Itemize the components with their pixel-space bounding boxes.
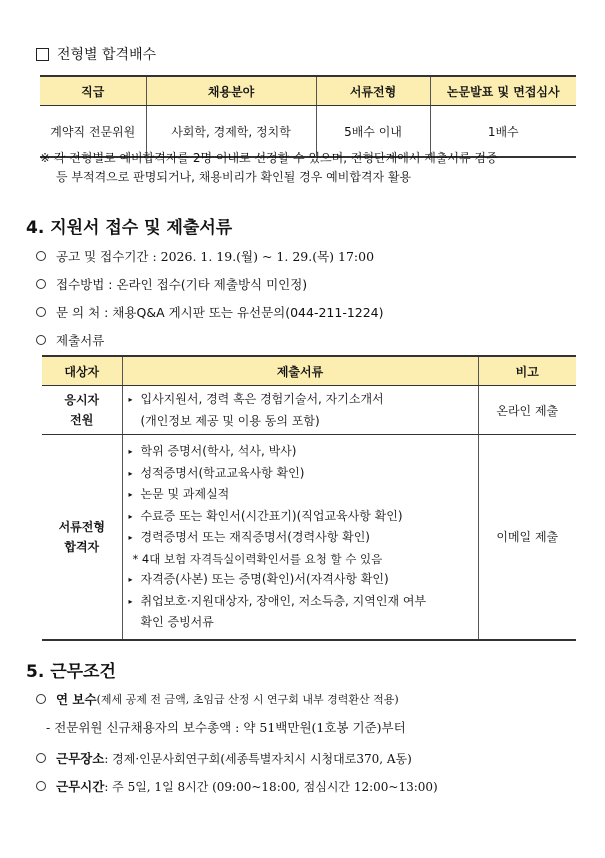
salary-label: 연 보수 xyxy=(56,692,97,707)
note-line: ※ 각 전형별로 예비합격자를 2명 이내로 선정할 수 있으며, 전형단계에서 제출서류 검증 xyxy=(40,151,498,165)
reserve-candidate-note xyxy=(40,149,580,187)
document-item xyxy=(129,569,472,591)
cell-document-screening: 5배수 이내 xyxy=(316,106,430,158)
cell-remark: 온라인 제출 xyxy=(478,386,576,435)
list-item xyxy=(36,275,307,293)
contact-info: 문 의 처 : 채용Q&A 게시판 또는 유선문의(044-211-1224) xyxy=(56,305,384,320)
document-text: 수료증 또는 확인서(시간표기)(직업교육사항 확인) xyxy=(140,508,403,523)
pass-multiple-table xyxy=(40,75,576,158)
insurance-note: * 4대 보험 자격득실이력확인서를 요청 할 수 있음 xyxy=(132,551,383,566)
note-line: 등 부적격으로 판명되거나, 채용비리가 확인될 경우 예비합격자 활용 xyxy=(56,170,412,184)
triangle-bullet-icon: ▸ xyxy=(128,395,133,404)
triangle-bullet-icon: ▸ xyxy=(128,596,133,606)
header-grade: 직급 xyxy=(40,76,146,106)
cell-documents xyxy=(122,386,478,435)
document-item xyxy=(129,506,472,528)
salary-detail: (제세 공제 전 금액, 초임급 산정 시 연구회 내부 경력환산 적용) xyxy=(96,693,399,706)
table-header-row xyxy=(40,76,576,106)
triangle-bullet-icon: ▸ xyxy=(128,533,133,542)
triangle-bullet-icon: ▸ xyxy=(128,575,133,584)
list-item xyxy=(36,749,412,767)
document-text: 확인 증빙서류 xyxy=(140,615,214,629)
cell-interview: 1배수 xyxy=(430,106,576,158)
document-item xyxy=(129,527,472,549)
cell-remark: 이메일 제출 xyxy=(478,435,576,640)
section-5-heading: 5. 근무조건 xyxy=(26,662,116,682)
document-text: 취업보호·지원대상자, 장애인, 저소득층, 지역인재 여부 xyxy=(140,593,427,608)
header-target: 대상자 xyxy=(42,356,122,386)
target-line: 합격자 xyxy=(64,539,100,554)
circle-bullet-icon xyxy=(36,753,46,763)
circle-bullet-icon xyxy=(36,694,46,704)
section-title: 전형별 합격배수 xyxy=(57,47,157,63)
document-item xyxy=(129,441,472,463)
application-method: 접수방법 : 온라인 접수(기타 제출방식 미인정) xyxy=(56,277,308,292)
document-text: 논문 및 과제실적 xyxy=(140,487,230,501)
workplace-label: 근무장소 xyxy=(56,751,105,766)
cell-field: 사회학, 경제학, 정치학 xyxy=(146,106,316,158)
header-interview: 논문발표 및 면접심사 xyxy=(430,76,576,106)
work-hours-label: 근무시간 xyxy=(56,779,105,794)
document-item xyxy=(129,591,472,613)
circle-bullet-icon xyxy=(36,781,46,791)
target-line: 서류전형 xyxy=(58,519,105,534)
cell-documents xyxy=(122,435,478,640)
triangle-bullet-icon: ▸ xyxy=(128,447,133,456)
document-item xyxy=(129,389,472,411)
circle-bullet-icon xyxy=(36,279,46,289)
salary-amount: - 전문위원 신규채용자의 보수총액 : 약 51백만원(1호봉 기준)부터 xyxy=(46,720,406,735)
document-text: (개인정보 제공 및 이용 동의 포함) xyxy=(140,413,320,428)
document-text: 경력증명서 또는 재직증명서(경력사항 확인) xyxy=(140,530,370,544)
header-field: 채용분야 xyxy=(146,76,316,106)
document-item xyxy=(129,484,472,506)
table-header-row xyxy=(42,356,576,386)
work-hours-detail: : 주 5일, 1일 8시간 (09:00~18:00, 점심시간 12:00~13:00) xyxy=(104,779,438,794)
table-row xyxy=(42,386,576,435)
document-text: 자격증(사본) 또는 증명(확인)서(자격사항 확인) xyxy=(140,572,389,586)
list-item xyxy=(36,247,374,265)
header-remark: 비고 xyxy=(478,356,576,386)
document-text: 학위 증명서(학사, 석사, 박사) xyxy=(140,444,297,458)
list-item xyxy=(36,303,384,321)
square-bullet-icon xyxy=(36,48,49,61)
cell-target xyxy=(42,435,122,640)
list-item xyxy=(36,331,104,349)
target-line: 응시자 xyxy=(64,393,100,407)
document-text: 성적증명서(학교교육사항 확인) xyxy=(140,465,305,480)
triangle-bullet-icon: ▸ xyxy=(128,468,133,478)
section-heading-pass xyxy=(36,44,156,64)
table-row xyxy=(42,435,576,640)
triangle-bullet-icon: ▸ xyxy=(128,511,133,521)
circle-bullet-icon xyxy=(36,335,46,345)
list-item xyxy=(36,690,399,708)
documents-table xyxy=(42,355,576,641)
circle-bullet-icon xyxy=(36,307,46,317)
application-period: 공고 및 접수기간 : 2026. 1. 19.(월) ~ 1. 29.(목) 17:00 xyxy=(56,249,375,264)
cell-target xyxy=(42,386,122,435)
triangle-bullet-icon: ▸ xyxy=(128,490,133,499)
target-line: 전원 xyxy=(70,413,94,427)
circle-bullet-icon xyxy=(36,251,46,261)
cell-grade: 계약직 전문위원 xyxy=(40,106,146,158)
header-document-screening: 서류전형 xyxy=(316,76,430,106)
section-4-heading: 4. 지원서 접수 및 제출서류 xyxy=(26,218,233,238)
document-item xyxy=(129,463,472,485)
list-item xyxy=(36,777,438,795)
documents-label: 제출서류 xyxy=(56,333,105,348)
header-documents: 제출서류 xyxy=(122,356,478,386)
workplace-detail: : 경제·인문사회연구회(세종특별자치시 시청대로370, A동) xyxy=(104,751,412,766)
document-text: 입사지원서, 경력 혹은 경험기술서, 자기소개서 xyxy=(140,392,384,406)
